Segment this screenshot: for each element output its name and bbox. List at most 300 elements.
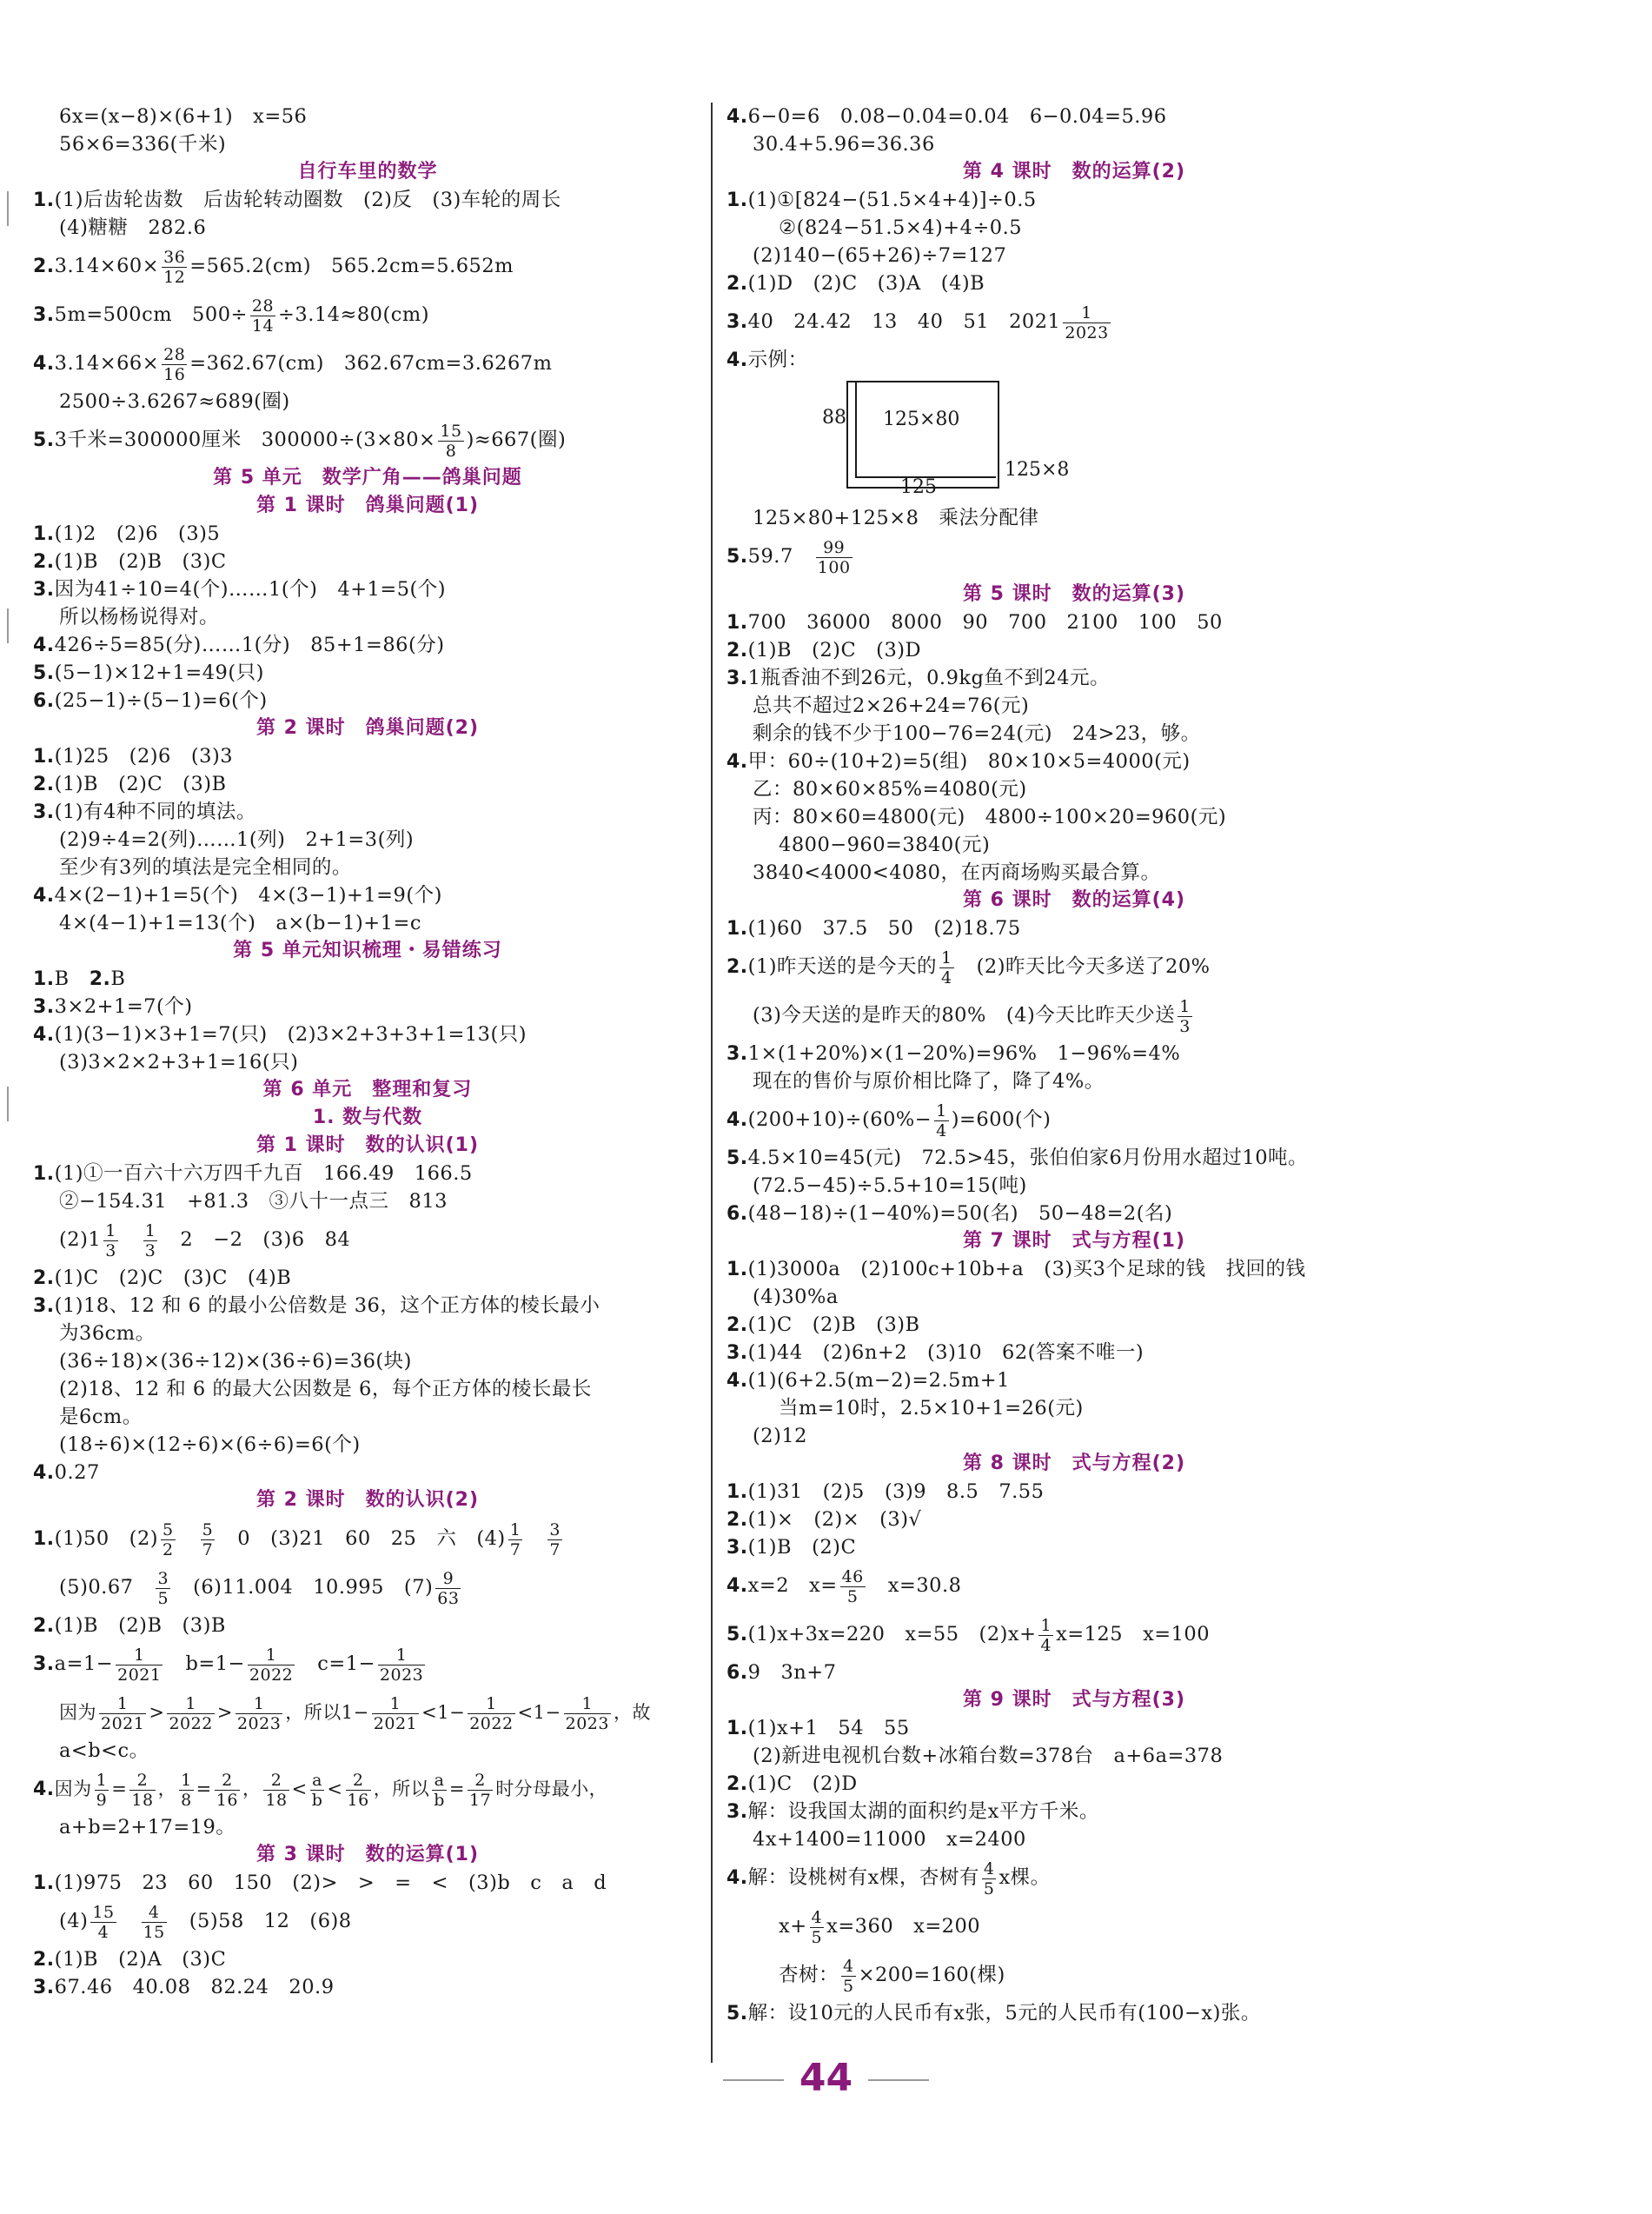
text-fragment: (5−1)×12+1=49(只) xyxy=(54,662,264,684)
answer-line xyxy=(33,290,702,339)
answer-line xyxy=(33,1612,702,1639)
answer-line: 丙：80×60=4800(元) 4800÷100×20=960(元) xyxy=(753,806,1227,828)
text-fragment: 15 xyxy=(92,1902,115,1922)
answer-line xyxy=(726,532,1422,581)
answer-line xyxy=(726,1040,1422,1067)
answer-line xyxy=(33,742,702,770)
text-fragment: 解：设10元的人民币有x张，5元的人民币有(100−x)张。 xyxy=(747,2002,1261,2025)
text-fragment: 3. xyxy=(726,311,748,333)
lesson-heading: 第 8 课时 式与方程(2) xyxy=(962,1453,1186,1474)
text-fragment xyxy=(982,1859,997,1898)
text-fragment: 1 xyxy=(1063,303,1110,323)
item-number: 1. xyxy=(33,189,55,211)
answer-line: 3840<4000<4080，在丙商场购买最合算。 xyxy=(753,861,1161,884)
text-fragment xyxy=(248,1646,295,1685)
text-fragment: (2)昨天比今天多送了20% xyxy=(976,955,1211,978)
right-column xyxy=(726,103,1422,2027)
text-fragment: 3.14×66× xyxy=(54,352,160,375)
text-fragment: 2 xyxy=(215,1771,240,1791)
answer-line xyxy=(33,1264,702,1292)
answer-line: 4x+1400=11000 x=2400 xyxy=(753,1828,1026,1851)
answer-line: (2)9÷4=2(列)……1(列) 2+1=3(列) xyxy=(59,828,415,851)
lesson-heading: 第 9 课时 式与方程(3) xyxy=(962,1689,1186,1711)
answer-line xyxy=(33,1215,702,1264)
text-fragment: 16 xyxy=(216,1791,238,1810)
scan-edge-mark xyxy=(7,608,9,643)
text-fragment: 12 xyxy=(163,267,186,287)
text-fragment: 2021 xyxy=(117,1665,162,1685)
answer-line xyxy=(33,186,702,214)
answer-line: 剩余的钱不少于100−76=24(元) 24>23，够。 xyxy=(753,722,1201,745)
text-fragment: 1. xyxy=(726,1718,748,1739)
answer-line xyxy=(33,1514,702,1563)
text-fragment: 9 xyxy=(435,1569,461,1589)
text-fragment: 3. xyxy=(33,1977,55,1998)
text-fragment: (1)60 37.5 50 (2)18.75 xyxy=(747,917,1021,940)
text-fragment xyxy=(90,1903,116,1942)
text-fragment: 4. xyxy=(726,1109,748,1131)
bottom-label: 125 xyxy=(900,476,937,498)
text-fragment: 9 3n+7 xyxy=(747,1661,837,1684)
text-fragment: 2. xyxy=(726,640,748,662)
text-fragment: (1)(3−1)×3+1=7(只) (2)3×2+3+3+1=13(只) xyxy=(54,1023,527,1046)
text-fragment: (4) xyxy=(59,1910,89,1932)
answer-line xyxy=(33,631,702,659)
answer-line xyxy=(726,664,1422,692)
text-fragment: (1)B (2)C (3)B xyxy=(54,773,227,795)
outer-rectangle xyxy=(846,381,999,489)
text-fragment xyxy=(841,1957,856,1996)
answer-line xyxy=(33,965,702,993)
text-fragment: (5)0.67̇ xyxy=(59,1576,154,1599)
answer-line xyxy=(33,548,702,575)
answer-line: a<b<c。 xyxy=(59,1739,149,1762)
text-fragment xyxy=(1038,1616,1053,1655)
text-fragment xyxy=(432,1771,447,1810)
text-fragment: (1)x+3x=220 x=55 (2)x+ xyxy=(747,1623,1037,1646)
text-fragment: 1. xyxy=(33,1528,55,1550)
text-fragment: 7 xyxy=(549,1539,561,1559)
text-fragment: 8 xyxy=(445,441,457,461)
answer-line: 当m=10时，2.5×10+1=26(元) xyxy=(779,1397,1084,1419)
text-fragment: 1. xyxy=(33,746,55,768)
text-fragment: ，所以1− xyxy=(285,1702,369,1723)
text-fragment: 4 xyxy=(142,1903,167,1923)
text-fragment: 36 xyxy=(163,247,186,267)
text-fragment: 4. xyxy=(726,1575,748,1597)
text-fragment: < xyxy=(327,1779,343,1799)
answer-line: (2)新进电视机台数+冰箱台数=378台 a+6a=378 xyxy=(753,1745,1224,1767)
answer-line xyxy=(33,575,702,603)
answer-line xyxy=(33,242,702,290)
text-fragment: 1 xyxy=(236,1694,282,1714)
text-fragment: 5 xyxy=(157,1588,169,1608)
text-fragment: (1)①一百六十六万四千九百 166.49 166.5 xyxy=(54,1162,473,1185)
text-fragment: 1 xyxy=(372,1694,419,1714)
text-fragment xyxy=(156,1569,170,1608)
text-fragment: 1 xyxy=(941,947,952,967)
text-fragment: c=1− xyxy=(317,1652,375,1675)
answer-line: (18÷6)×(12÷6)×(6÷6)=6(个) xyxy=(59,1433,361,1456)
text-fragment: 1 xyxy=(144,1220,156,1240)
text-fragment: (1)B (2)B (3)C xyxy=(54,550,227,573)
answer-line xyxy=(33,1869,702,1897)
text-fragment: (1)31 (2)5 (3)9 8.5 7.55 xyxy=(747,1480,1045,1503)
text-fragment: 5. xyxy=(726,2003,748,2025)
text-fragment: 2 xyxy=(346,1771,371,1791)
text-fragment: 16 xyxy=(347,1791,369,1810)
text-fragment: a=1− xyxy=(54,1652,114,1675)
answer-line: 为36cm。 xyxy=(59,1322,156,1345)
text-fragment xyxy=(201,1520,216,1559)
text-fragment: (1)x+1 54 55 xyxy=(747,1717,910,1739)
text-fragment: 3. xyxy=(726,1801,748,1823)
text-fragment: ×200=160(棵) xyxy=(858,1964,1005,1986)
fraction xyxy=(162,345,187,384)
text-fragment: 1 xyxy=(116,1646,163,1665)
text-fragment: 4. xyxy=(33,1462,55,1484)
text-fragment: 16 xyxy=(163,364,186,384)
text-fragment: )=600(个) xyxy=(951,1108,1052,1131)
text-fragment: 4. xyxy=(726,106,748,128)
answer-line xyxy=(726,1798,1422,1825)
answer-line: (2)140−(65+26)÷7=127 xyxy=(753,244,1007,267)
answer-line xyxy=(726,1366,1422,1394)
text-fragment: 4 xyxy=(843,1956,854,1976)
answer-line: 4×(4−1)+1=13(个) a×(b−1)+1=c xyxy=(59,912,421,934)
answer-line xyxy=(726,186,1422,214)
text-fragment: 2021 xyxy=(373,1714,418,1733)
text-fragment: (1)B (2)B (3)B xyxy=(54,1614,226,1637)
answer-line: (72.5−45)÷5.5+10=15(吨) xyxy=(753,1174,1027,1197)
lesson-heading: 第 2 课时 鸽巢问题(2) xyxy=(255,717,480,739)
text-fragment: > xyxy=(216,1702,233,1723)
text-fragment: 8 xyxy=(181,1791,192,1810)
text-fragment: 6. xyxy=(726,1662,748,1684)
text-fragment: > xyxy=(149,1702,165,1723)
text-fragment: 1. xyxy=(726,1259,748,1280)
side-label: 88 xyxy=(822,407,846,429)
text-fragment: 6. xyxy=(726,1203,748,1225)
text-fragment: 3 xyxy=(549,1519,561,1539)
text-fragment: 2. xyxy=(726,1773,748,1795)
text-fragment xyxy=(236,1694,282,1733)
text-fragment: (6)11.004 10.995 (7) xyxy=(193,1576,434,1599)
text-fragment: 5. xyxy=(33,429,55,451)
text-fragment: (1)× (2)× (3)√ xyxy=(747,1508,922,1531)
unit-heading: 第 6 单元 整理和复习 xyxy=(262,1079,473,1100)
text-fragment xyxy=(263,1771,289,1810)
text-fragment xyxy=(99,1694,146,1733)
text-fragment: 2. xyxy=(33,551,55,573)
text-fragment: 3 xyxy=(105,1240,116,1260)
text-fragment: 1. xyxy=(33,1872,55,1894)
text-fragment: 解：设我国太湖的面积约是x平方千米。 xyxy=(747,1800,1099,1823)
text-fragment: 1×(1+20%)×(1−20%)=96% 1−96%=4% xyxy=(747,1042,1181,1065)
answer-line xyxy=(726,636,1422,664)
text-fragment: (1)B (2)A (3)C xyxy=(54,1948,227,1971)
fraction xyxy=(438,422,463,461)
answer-line: ②(824−51.5×4)+4÷0.5 xyxy=(779,216,1023,239)
text-fragment: (1)(6+2.5(m−2)=2.5m+1 xyxy=(747,1369,1010,1392)
text-fragment: (1)B (2)C xyxy=(747,1536,857,1559)
answer-line xyxy=(726,1714,1422,1742)
text-fragment: )≈667(圈) xyxy=(466,429,567,451)
text-fragment: = xyxy=(196,1779,212,1799)
text-fragment: x=125 x=100 xyxy=(1056,1623,1211,1646)
text-fragment xyxy=(435,1569,461,1608)
answer-line xyxy=(33,1021,702,1048)
answer-line xyxy=(33,1973,702,2001)
text-fragment: (1)50 (2) xyxy=(54,1527,159,1550)
text-fragment: 5 xyxy=(846,1586,859,1606)
text-fragment: 因为 xyxy=(59,1702,96,1723)
answer-line xyxy=(33,687,702,715)
text-fragment xyxy=(468,1694,514,1733)
text-fragment: x=360 x=200 xyxy=(826,1915,981,1938)
text-fragment: ，故 xyxy=(613,1702,651,1723)
answer-line: (4)糖糖 282.6 xyxy=(59,216,207,239)
text-fragment: 1 xyxy=(378,1646,425,1665)
answer-line: 至少有3列的填法是完全相同的。 xyxy=(59,856,352,879)
area-diagram xyxy=(744,374,1422,504)
text-fragment: 1瓶香油不到26元，0.9kg鱼不到24元。 xyxy=(747,667,1111,689)
text-fragment: 1 xyxy=(1179,996,1191,1016)
text-fragment: b xyxy=(434,1791,445,1810)
answer-line xyxy=(726,1339,1422,1366)
text-fragment: = xyxy=(448,1779,465,1799)
answer-line xyxy=(33,1292,702,1320)
text-fragment: 1 xyxy=(564,1694,611,1714)
text-fragment: 2021 xyxy=(101,1714,145,1733)
text-fragment: (1)2 (2)6 (3)5 xyxy=(54,522,221,545)
answer-line xyxy=(33,520,702,548)
answer-line xyxy=(33,1639,702,1688)
fraction xyxy=(162,248,187,287)
text-fragment: 3×2+1=7(个) xyxy=(54,995,193,1018)
text-fragment: 杏树： xyxy=(779,1964,839,1986)
text-fragment: 2023 xyxy=(1065,322,1109,342)
text-fragment: 1. xyxy=(33,523,55,545)
text-fragment: 解：设桃树有x棵，杏树有 xyxy=(747,1866,979,1889)
text-fragment: 9 xyxy=(96,1791,108,1810)
text-fragment: 1 xyxy=(468,1694,514,1714)
text-fragment: 7 xyxy=(202,1539,214,1559)
text-fragment: 4 xyxy=(941,967,952,987)
answer-line: 所以杨杨说得对。 xyxy=(59,606,220,628)
answer-line xyxy=(726,297,1422,346)
text-fragment: x=30.8 xyxy=(887,1574,962,1597)
text-fragment: 2 xyxy=(129,1771,155,1791)
text-fragment: x+ xyxy=(779,1915,807,1938)
text-fragment: (1)C (2)B (3)B xyxy=(747,1313,920,1336)
answer-line xyxy=(726,1200,1422,1227)
lesson-heading: 第 2 课时 数的认识(2) xyxy=(255,1489,480,1511)
left-column xyxy=(33,103,702,2001)
text-fragment: 59.7 xyxy=(747,545,793,568)
text-fragment: =565.2(cm) 565.2cm=5.652m xyxy=(189,255,514,277)
text-fragment: x棵。 xyxy=(998,1866,1051,1889)
lesson-heading: 第 1 课时 数的认识(1) xyxy=(255,1134,480,1156)
answer-line xyxy=(726,1659,1422,1686)
text-fragment xyxy=(346,1771,371,1810)
answer-line xyxy=(726,914,1422,942)
text-fragment: 1 xyxy=(248,1646,295,1665)
answer-line: 乙：80×60×85%=4080(元) xyxy=(753,778,1027,801)
text-fragment: 2023 xyxy=(379,1665,424,1685)
fraction xyxy=(143,1221,158,1260)
text-fragment xyxy=(161,1520,176,1559)
text-fragment: 5. xyxy=(33,662,55,684)
text-fragment: 2. xyxy=(33,1267,55,1289)
text-fragment: 3千米=300000厘米 300000÷(3×80× xyxy=(54,429,436,451)
text-fragment: 700 36000 8000 90 700 2100 100 50 xyxy=(747,611,1223,634)
text-fragment: ，所以 xyxy=(373,1779,430,1799)
text-fragment: 2. xyxy=(89,968,111,990)
text-fragment: 1. xyxy=(33,1163,55,1185)
answer-line xyxy=(726,1902,1422,1951)
text-fragment: 14 xyxy=(251,316,275,336)
text-fragment: 3 xyxy=(1179,1016,1191,1036)
answer-line: 总共不超过2×26+24=76(元) xyxy=(753,695,1030,717)
text-fragment: 100 xyxy=(817,557,851,577)
text-fragment: (1)3000a (2)100c+10b+a (3)买3个足球的钱 找回的钱 xyxy=(747,1258,1306,1280)
text-fragment: x=2 x= xyxy=(747,1574,838,1597)
text-fragment: 3. xyxy=(33,1653,55,1675)
text-fragment: B xyxy=(54,967,70,990)
lesson-heading: 第 5 课时 数的运算(3) xyxy=(962,583,1186,605)
text-fragment: 1. xyxy=(726,189,748,211)
answer-line xyxy=(33,1160,702,1187)
text-fragment: (25−1)÷(5−1)=6(个) xyxy=(54,689,268,712)
text-fragment: (1)25 (2)6 (3)3 xyxy=(54,745,234,768)
text-fragment: 2. xyxy=(726,273,748,295)
answer-line xyxy=(726,942,1422,991)
text-fragment: 2023 xyxy=(236,1714,282,1733)
text-fragment: 4. xyxy=(726,1867,748,1889)
text-fragment: (1)44 (2)6n+2 (3)10 62(答案不唯一) xyxy=(747,1341,1144,1364)
text-fragment: 3. xyxy=(726,1537,748,1559)
text-fragment: 3 xyxy=(144,1240,156,1260)
text-fragment: 3. xyxy=(33,801,55,823)
scan-edge-mark xyxy=(7,1087,9,1121)
text-fragment: 2 xyxy=(163,1539,174,1559)
text-fragment: 2. xyxy=(33,256,55,277)
answer-line xyxy=(726,1853,1422,1902)
lesson-heading: 第 4 课时 数的运算(2) xyxy=(962,161,1186,183)
text-fragment: (1)有4种不同的填法。 xyxy=(54,801,256,823)
text-fragment: (200+10)÷(60%− xyxy=(747,1108,932,1131)
text-fragment xyxy=(547,1520,562,1559)
text-fragment: 5. xyxy=(726,1147,748,1169)
lesson-heading: 第 1 课时 鸽巢问题(1) xyxy=(255,495,480,516)
text-fragment xyxy=(939,948,954,987)
text-fragment: 4. xyxy=(726,1370,748,1392)
fraction xyxy=(103,1221,118,1260)
text-fragment: 2022 xyxy=(469,1714,514,1733)
text-fragment: 4 xyxy=(1040,1635,1052,1655)
text-fragment: 18 xyxy=(131,1791,154,1810)
text-fragment: = xyxy=(111,1779,128,1799)
text-fragment xyxy=(167,1694,214,1733)
text-fragment: 1 xyxy=(96,1771,108,1790)
text-fragment: 15 xyxy=(143,1922,165,1942)
answer-line xyxy=(33,1459,702,1486)
text-fragment: 1 xyxy=(167,1694,214,1714)
text-fragment xyxy=(129,1771,155,1810)
text-fragment xyxy=(468,1771,493,1810)
answer-line xyxy=(33,1897,702,1945)
answer-line xyxy=(726,991,1422,1040)
answer-line: (2)18、12 和 6 的最大公因数是 6，每个正方体的棱长最长 xyxy=(59,1378,592,1400)
text-fragment: 5 xyxy=(811,1927,823,1947)
text-fragment: 5 xyxy=(202,1519,214,1539)
answer-line xyxy=(726,1770,1422,1798)
lesson-heading: 第 6 课时 数的运算(4) xyxy=(962,889,1186,911)
answer-line xyxy=(726,1533,1422,1561)
strip-label: 125×8 xyxy=(1005,459,1070,481)
text-fragment: < xyxy=(291,1779,308,1799)
answer-line xyxy=(726,1561,1422,1610)
text-fragment xyxy=(564,1694,611,1733)
answer-line xyxy=(33,881,702,909)
text-fragment: 5 xyxy=(163,1519,174,1539)
text-fragment: 426÷5=85(分)……1(分) 85+1=86(分) xyxy=(54,634,445,656)
text-fragment: 1. xyxy=(33,968,55,990)
answer-line: 2500÷3.6267≈689(圈) xyxy=(59,390,290,413)
answer-line: 是6cm。 xyxy=(59,1406,143,1428)
answer-line xyxy=(33,798,702,826)
text-fragment: a xyxy=(310,1771,325,1791)
answer-line xyxy=(33,993,702,1021)
text-fragment: 7 xyxy=(509,1539,521,1559)
text-fragment: 5. xyxy=(726,1624,748,1646)
text-fragment: 4 xyxy=(97,1922,109,1942)
answer-line: 125×80+125×8 乘法分配律 xyxy=(753,507,1039,529)
text-fragment: 1 xyxy=(99,1694,146,1714)
answer-line xyxy=(33,1563,702,1612)
text-fragment: 4.5×10=45(元) 72.5>45，张伯伯家6月份用水超过10吨。 xyxy=(747,1147,1309,1169)
answer-line xyxy=(33,339,702,388)
answer-line xyxy=(726,748,1422,775)
text-fragment: 3. xyxy=(33,1295,55,1317)
text-fragment: 5 xyxy=(983,1878,995,1898)
answer-line xyxy=(726,1311,1422,1339)
inner-edge xyxy=(855,381,857,476)
text-fragment: 5 xyxy=(843,1976,854,1996)
text-fragment: 1. xyxy=(726,918,748,940)
text-fragment: 2. xyxy=(33,1615,55,1637)
text-fragment: 2. xyxy=(33,1949,55,1971)
text-fragment xyxy=(723,2079,784,2081)
text-fragment: 28 xyxy=(163,344,186,364)
text-fragment: (1)18、12 和 6 的最小公倍数是 36，这个正方体的棱长最小 xyxy=(54,1294,600,1317)
answer-line xyxy=(726,1999,1422,2027)
text-fragment: (48−18)÷(1−40%)=50(名) 50−48=2(名) xyxy=(747,1202,1173,1225)
text-fragment: B xyxy=(110,967,126,990)
text-fragment: 6. xyxy=(33,690,55,712)
text-fragment: 4. xyxy=(33,1024,55,1046)
answer-line xyxy=(33,770,702,798)
text-fragment: =362.67(cm) 362.67cm=3.6267m xyxy=(189,352,553,375)
text-fragment xyxy=(1063,303,1110,342)
text-fragment: 3. xyxy=(726,1043,748,1065)
text-fragment: ， xyxy=(157,1779,177,1799)
text-fragment: 2 xyxy=(468,1771,493,1791)
text-fragment: 因为 xyxy=(54,1779,92,1799)
text-fragment: (1)B (2)C (3)D xyxy=(747,639,922,662)
text-fragment: 0.27 xyxy=(54,1461,100,1484)
